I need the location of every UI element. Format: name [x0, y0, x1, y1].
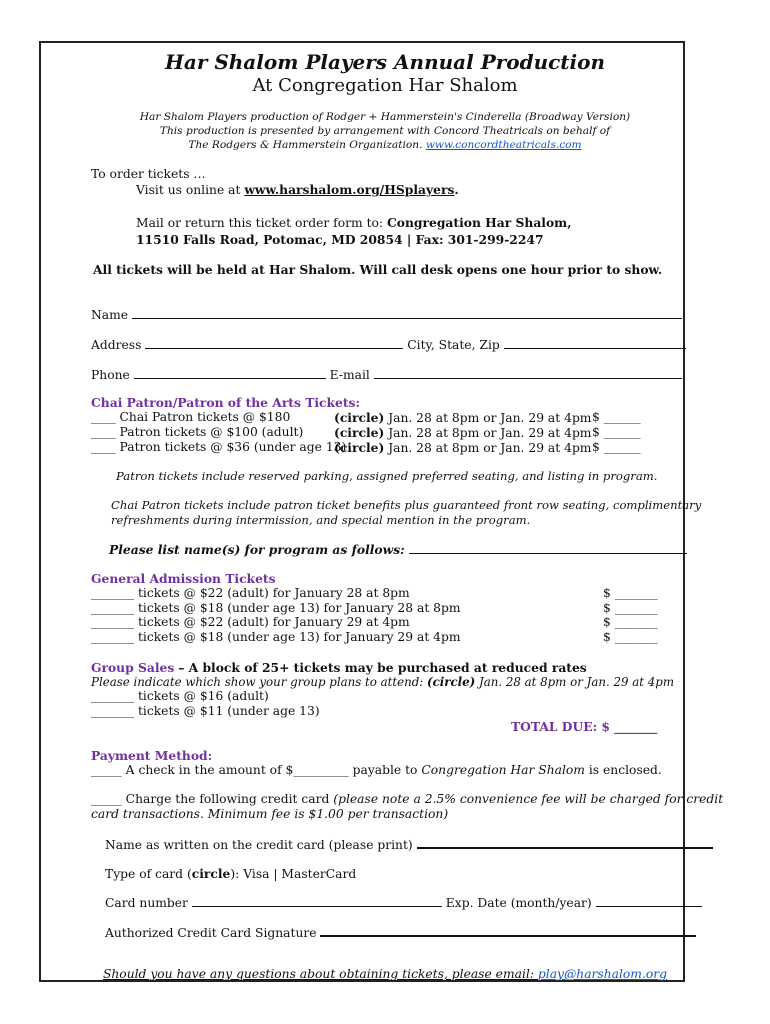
footer-note: [0, 967, 770, 981]
online-url-link[interactable]: www.harshalom.org/HSplayers: [244, 182, 455, 197]
credit-line-2: This production is presented by arrangement with Concord Theatricals on behalf of: [159, 125, 611, 137]
group-heading: [91, 660, 587, 675]
group-instruction-dates[interactable]: Jan. 28 at 8pm or Jan. 29 at 4pm: [478, 675, 675, 689]
patron-row-dates[interactable]: [334, 440, 591, 455]
total-due[interactable]: TOTAL DUE: $ _______: [511, 719, 658, 734]
circle-label: (circle): [334, 440, 385, 455]
name-on-card-label: Name as written on the credit card (please print): [105, 838, 413, 852]
card-number-label: Card number: [105, 896, 188, 910]
card-text: Charge the following credit card: [125, 792, 330, 806]
general-row[interactable]: [91, 601, 461, 615]
group-row-label: tickets @ $11 (under age 13): [137, 704, 320, 718]
patron-row-blank[interactable]: ____: [91, 425, 116, 439]
general-row-label: tickets @ $22 (adult) for January 28 at 8pm: [137, 586, 410, 600]
form-title: Har Shalom Players Annual Production: [164, 50, 606, 74]
patron-row-amount[interactable]: $ ______: [592, 410, 641, 424]
card-type-circle: circle: [191, 866, 231, 881]
mail-line: [136, 215, 571, 230]
name-on-card-field[interactable]: [105, 836, 713, 852]
check-blank[interactable]: _____: [91, 763, 122, 777]
group-heading-rest: – A block of 25+ tickets may be purchased at reduced rates: [178, 660, 587, 675]
name-line[interactable]: [132, 307, 682, 319]
circle-label: (circle): [334, 410, 385, 425]
patron-note-2b: refreshments during intermission, and special mention in the program.: [111, 513, 531, 527]
circle-label: (circle): [334, 425, 385, 440]
group-instruction: [91, 675, 674, 689]
patron-dates[interactable]: Jan. 28 at 8pm or Jan. 29 at 4pm: [388, 411, 592, 425]
group-heading-label: Group Sales: [91, 660, 175, 675]
general-row-label: tickets @ $18 (under age 13) for January 28 at 8pm: [137, 601, 461, 615]
payment-card-row[interactable]: [91, 792, 723, 806]
general-row[interactable]: [91, 615, 410, 629]
program-names-field[interactable]: [109, 542, 687, 557]
order-online-suffix: .: [454, 182, 459, 197]
patron-note-1: Patron tickets include reserved parking, assigned preferred seating, and listing in program.: [116, 469, 658, 483]
credit-line-1: Har Shalom Players production of Rodger + Hammerstein's Cinderella (Broadway Version): [139, 111, 631, 123]
general-row-amount[interactable]: $ _______: [603, 630, 658, 644]
credit-line-3: [0, 139, 770, 151]
patron-row[interactable]: [91, 410, 290, 424]
patron-dates[interactable]: Jan. 28 at 8pm or Jan. 29 at 4pm: [388, 426, 592, 440]
general-row-amount[interactable]: $ _______: [603, 586, 658, 600]
general-row-label: tickets @ $22 (adult) for January 29 at 4pm: [137, 615, 410, 629]
name-on-card-line[interactable]: [417, 836, 713, 849]
general-row[interactable]: [91, 586, 410, 600]
mail-address: 11510 Falls Road, Potomac, MD 20854 | Fax: 301-299-2247: [136, 232, 544, 247]
mail-org: Congregation Har Shalom,: [387, 215, 572, 230]
card-number-line[interactable]: [192, 895, 442, 907]
check-text-end: is enclosed.: [588, 763, 662, 777]
card-note: (please note a 2.5% convenience fee will be charged for credit: [333, 792, 724, 806]
will-call-note: All tickets will be held at Har Shalom. Will call desk opens one hour prior to show.: [93, 262, 663, 277]
group-row[interactable]: [91, 689, 269, 703]
signature-line[interactable]: [320, 924, 696, 937]
name-label: Name: [91, 308, 129, 322]
credit-line-3-text: The Rodgers & Hammerstein Organization.: [188, 139, 423, 151]
card-type-options[interactable]: ): Visa | MasterCard: [230, 867, 357, 881]
footer-text: Should you have any questions about obtaining tickets, please email:: [102, 967, 534, 981]
check-payee: Congregation Har Shalom: [421, 763, 585, 777]
group-row-blank[interactable]: _______: [91, 689, 135, 703]
mail-prefix: Mail or return this ticket order form to:: [136, 216, 384, 230]
card-note-continued: card transactions. Minimum fee is $1.00 per transaction): [91, 807, 449, 821]
exp-date-label: Exp. Date (month/year): [445, 896, 592, 910]
exp-date-line[interactable]: [596, 895, 702, 907]
name-field[interactable]: [91, 307, 682, 322]
city-label: City, State, Zip: [407, 338, 500, 352]
group-row[interactable]: [91, 704, 320, 718]
card-type-prefix: Type of card (: [105, 867, 192, 881]
general-row-blank[interactable]: _______: [91, 630, 135, 644]
general-row-label: tickets @ $18 (under age 13) for January 29 at 4pm: [137, 630, 461, 644]
patron-row-amount[interactable]: $ ______: [592, 425, 641, 439]
patron-dates[interactable]: Jan. 28 at 8pm or Jan. 29 at 4pm: [388, 441, 592, 455]
patron-row-label: Chai Patron tickets @ $180: [119, 410, 291, 424]
patron-row-label: Patron tickets @ $100 (adult): [119, 425, 304, 439]
address-line[interactable]: [145, 337, 403, 349]
check-text: A check in the amount of $_________ payable to: [125, 763, 418, 777]
address-label: Address: [91, 338, 142, 352]
general-row-amount[interactable]: $ _______: [603, 615, 658, 629]
order-intro: To order tickets …: [91, 167, 206, 181]
program-names-label: Please list name(s) for program as follows:: [109, 542, 405, 557]
group-row-label: tickets @ $16 (adult): [137, 689, 269, 703]
patron-row-dates[interactable]: [334, 425, 591, 440]
patron-note-2a: Chai Patron tickets include patron ticket benefits plus guaranteed front row seating, complimentary: [111, 498, 702, 512]
patron-row-amount[interactable]: $ ______: [592, 440, 641, 454]
patron-row-blank[interactable]: ____: [91, 410, 116, 424]
general-row-blank[interactable]: _______: [91, 601, 135, 615]
email-line[interactable]: [374, 367, 682, 379]
order-online-prefix: Visit us online at: [136, 183, 241, 197]
signature-field[interactable]: [105, 924, 696, 940]
phone-line[interactable]: [134, 367, 326, 379]
email-label: E-mail: [329, 368, 370, 382]
card-number-field[interactable]: [105, 895, 702, 910]
patron-row-label: Patron tickets @ $36 (under age 13): [119, 440, 347, 454]
patron-heading: Chai Patron/Patron of the Arts Tickets:: [91, 395, 360, 410]
footer-email-link[interactable]: play@harshalom.org: [537, 967, 668, 981]
general-row-blank[interactable]: _______: [91, 615, 135, 629]
city-line[interactable]: [504, 337, 686, 349]
address-field[interactable]: [91, 337, 686, 352]
program-names-line[interactable]: [409, 542, 687, 554]
card-type-field[interactable]: [105, 866, 356, 881]
phone-label: Phone: [91, 368, 130, 382]
concord-link[interactable]: www.concordtheatricals.com: [425, 139, 582, 151]
general-row[interactable]: [91, 630, 461, 644]
general-heading: General Admission Tickets: [91, 571, 276, 586]
patron-row[interactable]: [91, 425, 303, 439]
payment-check-row[interactable]: [91, 763, 662, 777]
patron-row-dates[interactable]: [334, 410, 591, 425]
form-subtitle: At Congregation Har Shalom: [252, 75, 518, 96]
patron-row-blank[interactable]: ____: [91, 440, 116, 454]
order-online: [136, 182, 459, 197]
general-row-blank[interactable]: _______: [91, 586, 135, 600]
group-instruction-prefix: Please indicate which show your group plans to attend:: [91, 675, 424, 689]
card-blank[interactable]: _____: [91, 792, 122, 806]
general-row-amount[interactable]: $ _______: [603, 601, 658, 615]
signature-label: Authorized Credit Card Signature: [105, 926, 317, 940]
group-instruction-circle: (circle): [427, 675, 476, 689]
group-row-blank[interactable]: _______: [91, 704, 135, 718]
patron-row[interactable]: [91, 440, 346, 454]
phone-field[interactable]: [91, 367, 682, 382]
payment-heading: Payment Method:: [91, 748, 213, 763]
